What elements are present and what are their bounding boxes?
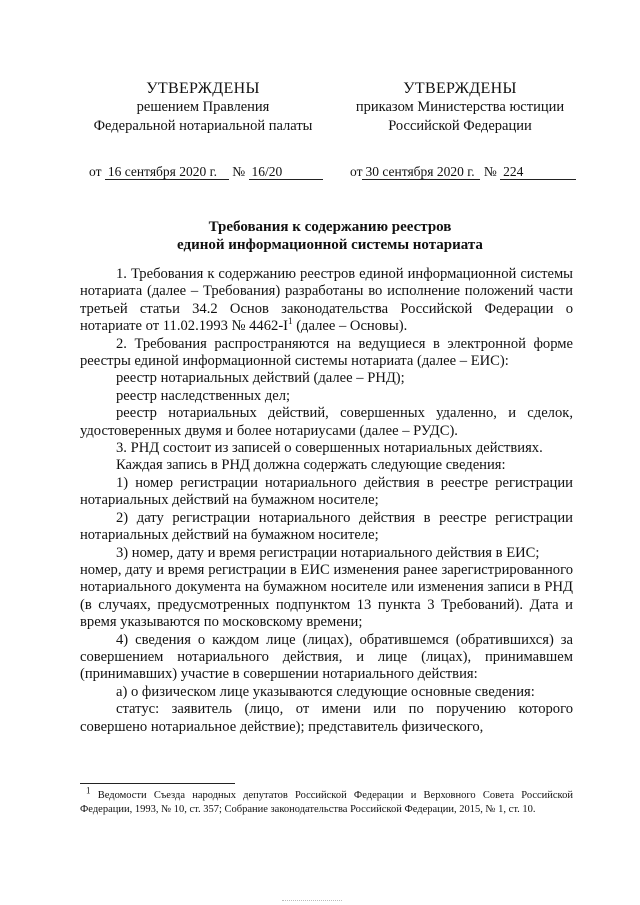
approval-right-title: УТВЕРЖДЕНЫ bbox=[403, 80, 517, 97]
paragraph-2-item-b: реестр наследственных дел; bbox=[116, 387, 291, 404]
approval-block-left bbox=[78, 79, 328, 136]
scan-artifact bbox=[282, 900, 342, 901]
footnote-text: Ведомости Съезда народных депутатов Российской Федерации и Верховного Совета Российской Федерации, 1993, № 10, ст. 357; Собрание законодательства Российской Федерации, 2015, № 1, ст. 10. bbox=[80, 790, 573, 815]
paragraph-4-item-1: 1) номер регистрации нотариального действия в реестре регистрации нотариальных действий на бумажном носителе; bbox=[80, 474, 573, 509]
paragraph-1-text: 1. Требования к содержанию реестров единой информационной системы нотариата (далее – Требования) разработаны во исполнение положений части третьей статьи 34.2 Основ законодательства Российской Федерации о нотариате от 11.02.1993 № 4462-I bbox=[80, 266, 573, 335]
footnote-ref: 1 bbox=[288, 316, 293, 327]
paragraph-3: 3. РНД состоит из записей о совершенных нотариальных действиях. bbox=[116, 440, 543, 457]
number-sign: № bbox=[232, 164, 246, 179]
date-prefix: от bbox=[89, 164, 102, 179]
number-sign: № bbox=[483, 164, 497, 179]
paragraph-2-item-c: реестр нотариальных действий, совершенных удаленно, и сделок, удостоверенных двумя и более нотариусами (далее – РУДС). bbox=[80, 405, 573, 439]
paragraph-4-item-4: 4) сведения о каждом лице (лицах), обратившемся (обратившихся) за совершением нотариального действия, и лице (лицах), принимавшем (принимавших) участие в совершении нотариального действия: bbox=[80, 631, 573, 683]
paragraph-1-end: (далее – Основы). bbox=[292, 318, 408, 335]
paragraph-4-item-3b: номер, дату и время регистрации в ЕИС изменения ранее зарегистрированного нотариального документа на бумажном носителе или изменения записи в РНД (в случаях, предусмотренных подпунктом 13 пункта 3 Требований). Дата и время указываются по московскому времени; bbox=[80, 561, 573, 631]
paragraph-4-item-3a: 3) номер, дату и время регистрации нотариального действия в ЕИС; bbox=[116, 544, 540, 561]
paragraph-4: Каждая запись в РНД должна содержать следующие сведения: bbox=[116, 457, 506, 474]
footnote bbox=[80, 785, 573, 817]
approval-block-right bbox=[340, 79, 580, 136]
approval-right-line2: Российской Федерации bbox=[388, 118, 532, 134]
approval-left-date: 16 сентября 2020 г. bbox=[105, 164, 229, 180]
paragraph-4-item-4b: статус: заявитель (лицо, от имени или по поручению которого совершено нотариальное действие); представитель физического, bbox=[80, 701, 573, 735]
paragraph-4-item-4a: а) о физическом лице указываются следующие основные сведения: bbox=[116, 683, 535, 700]
document-title-line2: единой информационной системы нотариата bbox=[177, 237, 483, 253]
approval-right-date: 30 сентября 2020 г. bbox=[362, 164, 480, 180]
footnote-divider bbox=[80, 783, 235, 784]
paragraph-2: 2. Требования распространяются на ведущиеся в электронной форме реестры единой информационной системы нотариата (далее – ЕИС): bbox=[80, 335, 573, 370]
document-body bbox=[80, 266, 573, 736]
approval-left-title: УТВЕРЖДЕНЫ bbox=[146, 80, 260, 97]
paragraph-2-item-a: реестр нотариальных действий (далее – РНД); bbox=[116, 370, 405, 387]
approval-left-dateline bbox=[89, 164, 323, 180]
approval-left-line2: Федеральной нотариальной палаты bbox=[93, 118, 313, 134]
approval-right-number: 224 bbox=[500, 164, 576, 180]
document-title-line1: Требования к содержанию реестров bbox=[208, 219, 452, 235]
document-title bbox=[80, 218, 580, 254]
date-prefix: от bbox=[350, 164, 363, 179]
approval-right-dateline bbox=[350, 164, 576, 180]
footnote-mark: 1 bbox=[86, 785, 91, 796]
approval-left-number: 16/20 bbox=[249, 164, 323, 180]
approval-right-line1: приказом Министерства юстиции bbox=[355, 99, 565, 115]
approval-left-line1: решением Правления bbox=[136, 99, 270, 115]
paragraph-1 bbox=[80, 266, 573, 336]
paragraph-4-item-2: 2) дату регистрации нотариального действия в реестре регистрации нотариальных действий на бумажном носителе; bbox=[80, 509, 573, 544]
